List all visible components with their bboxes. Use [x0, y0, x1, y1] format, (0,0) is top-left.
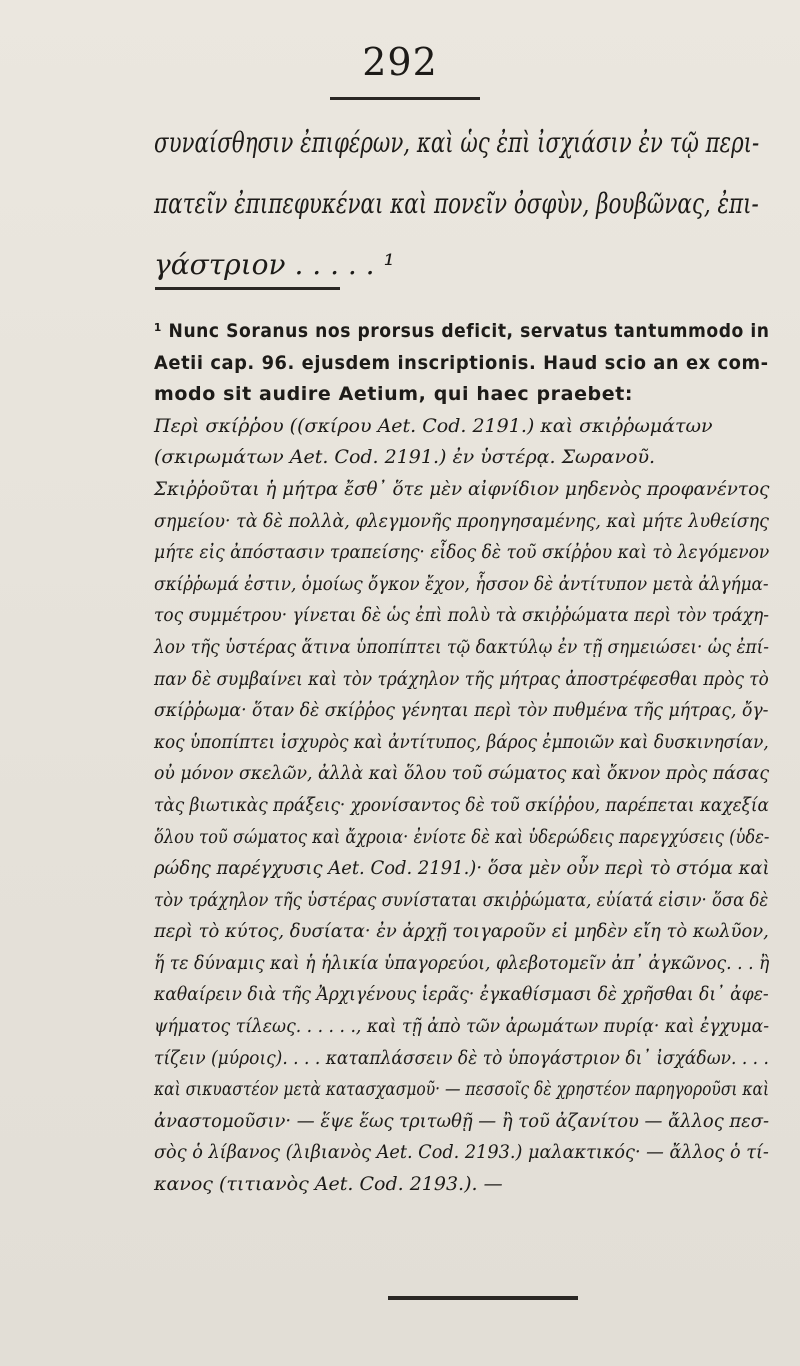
footnote-line: σὸς ὁ λίβανος (λιβιανὸς Aet. Cod. 2193.) μαλακτικός· — ἄλλος ὁ τί-	[154, 1141, 769, 1164]
footnote-line: ἀναστομοῦσιν· — ἕψε ἕως τριτωθῇ — ἢ τοῦ ἀζανίτου — ἄλλος πεσ-	[154, 1109, 770, 1132]
footnote-line: σημείου· τὰ δὲ πολλὰ, φλεγμονῆς προηγησαμένης, καὶ μήτε λυθείσης	[154, 509, 769, 532]
main-text-line: πατεῖν ἐπιπεφυκέναι καὶ πονεῖν ὀσφὺν, βουβῶνας, ἐπι-	[154, 187, 759, 220]
footnote-line: καθαίρειν διὰ τῆς Ἀρχιγένους ἱερᾶς· ἐγκαθίσμασι δὲ χρῆσθαι δι᾽ ἀφε-	[154, 983, 769, 1006]
footnote-line: τίζειν (μύροις). . . . καταπλάσσειν δὲ τὸ ὑπογάστριον δι᾽ ἰσχάδων. . . .	[154, 1046, 769, 1069]
footnote-line: Aetii cap. 96. ejusdem inscriptionis. Haud scio an ex com-	[154, 351, 769, 374]
footnote-line: (σκιρωμάτων Aet. Cod. 2191.) ἐν ὑστέρᾳ. Σωρανοῦ.	[154, 446, 656, 469]
end-rule	[388, 1296, 578, 1300]
footnote-line: ὅλου τοῦ σώματος καὶ ἄχροια· ἐνίοτε δὲ καὶ ὑδερώδεις παρεγχύσεις (ὑδε-	[154, 825, 770, 848]
footnote-line: τος συμμέτρου· γίνεται δὲ ὡς ἐπὶ πολὺ τὰ σκιῤῥώματα περὶ τὸν τράχη-	[154, 604, 769, 627]
footnote-line: σκίῤῥωμα· ὅταν δὲ σκίῤῥος γένηται περὶ τὸν πυθμένα τῆς μήτρας, ὄγ-	[154, 699, 769, 722]
footnote-divider	[155, 287, 340, 290]
footnote-line: κανος (τιτιανὸς Aet. Cod. 2193.). —	[154, 1173, 503, 1196]
main-text-line: συναίσθησιν ἐπιφέρων, καὶ ὡς ἐπὶ ἰσχιάσιν ἐν τῷ περι-	[154, 126, 760, 159]
footnote-line: ψήματος τίλεως. . . . . ., καὶ τῇ ἀπὸ τῶν ἀρωμάτων πυρίᾳ· καὶ ἐγχυμα-	[154, 1015, 770, 1038]
footnote-line: μήτε εἰς ἀπόστασιν τραπείσης· εἶδος δὲ τοῦ σκίῤῥου καὶ τὸ λεγόμενον	[154, 541, 770, 564]
footnote-line: ἥ τε δύναμις καὶ ἡ ἡλικία ὑπαγορεύοι, φλεβοτομεῖν ἀπ᾽ ἀγκῶνος. . . ἢ	[154, 951, 770, 974]
footnote-line: τὸν τράχηλον τῆς ὑστέρας συνίσταται σκιῤῥώματα, εὐίατά εἰσιν· ὅσα δὲ	[154, 888, 769, 911]
header-rule	[330, 97, 480, 100]
footnote-line: σκίῤῥωμά ἐστιν, ὁμοίως ὄγκον ἔχον, ἧσσον δὲ ἀντίτυπον μετὰ ἀλγήμα-	[154, 572, 769, 595]
footnote-line: περὶ τὸ κύτος, δυσίατα· ἐν ἀρχῇ τοιγαροῦν εἰ μηδὲν εἴη τὸ κωλῦον,	[154, 920, 769, 943]
footnote-line: καὶ σικυαστέον μετὰ κατασχασμοῦ· — πεσσοῖς δὲ χρηστέον παρηγοροῦσι καὶ	[154, 1078, 770, 1101]
footnote-line: ρώδης παρέγχυσις Aet. Cod. 2191.)· ὅσα μὲν οὖν περὶ τὸ στόμα καὶ	[154, 857, 770, 880]
footnote-line: Σκιῤῥοῦται ἡ μήτρα ἔσθ᾽ ὅτε μὲν αἰφνίδιον μηδενὸς προφανέντος	[154, 477, 770, 500]
footnote-line: παν δὲ συμβαίνει καὶ τὸν τράχηλον τῆς μήτρας ἀποστρέφεσθαι πρὸς τὸ	[154, 667, 769, 690]
footnote-line: ¹ Nunc Soranus nos prorsus deficit, servatus tantummodo in	[154, 320, 770, 342]
footnote-line: Περὶ σκίῤῥου ((σκίρου Aet. Cod. 2191.) καὶ σκιῤῥωμάτων	[154, 414, 713, 437]
footnote-line: modo sit audire Aetium, qui haec praebet:	[154, 383, 634, 406]
footnote-line: οὐ μόνον σκελῶν, ἀλλὰ καὶ ὅλου τοῦ σώματος καὶ ὄκνον πρὸς πάσας	[154, 762, 770, 785]
footnote-line: λον τῆς ὑστέρας ἅτινα ὑποπίπτει τῷ δακτύλῳ ἐν τῇ σημειώσει· ὡς ἐπί-	[154, 635, 770, 658]
main-text	[154, 112, 759, 295]
page-number: 292	[362, 40, 438, 84]
footnote-line: κος ὑποπίπτει ἰσχυρὸς καὶ ἀντίτυπος, βάρος ἐμποιῶν καὶ δυσκινησίαν,	[154, 730, 769, 753]
footnote-line: τὰς βιωτικὰς πράξεις· χρονίσαντος δὲ τοῦ σκίῤῥου, παρέπεται καχεξία	[154, 793, 769, 816]
footnote	[154, 316, 769, 1201]
main-text-line: γάστριον . . . . . ¹	[154, 248, 395, 281]
